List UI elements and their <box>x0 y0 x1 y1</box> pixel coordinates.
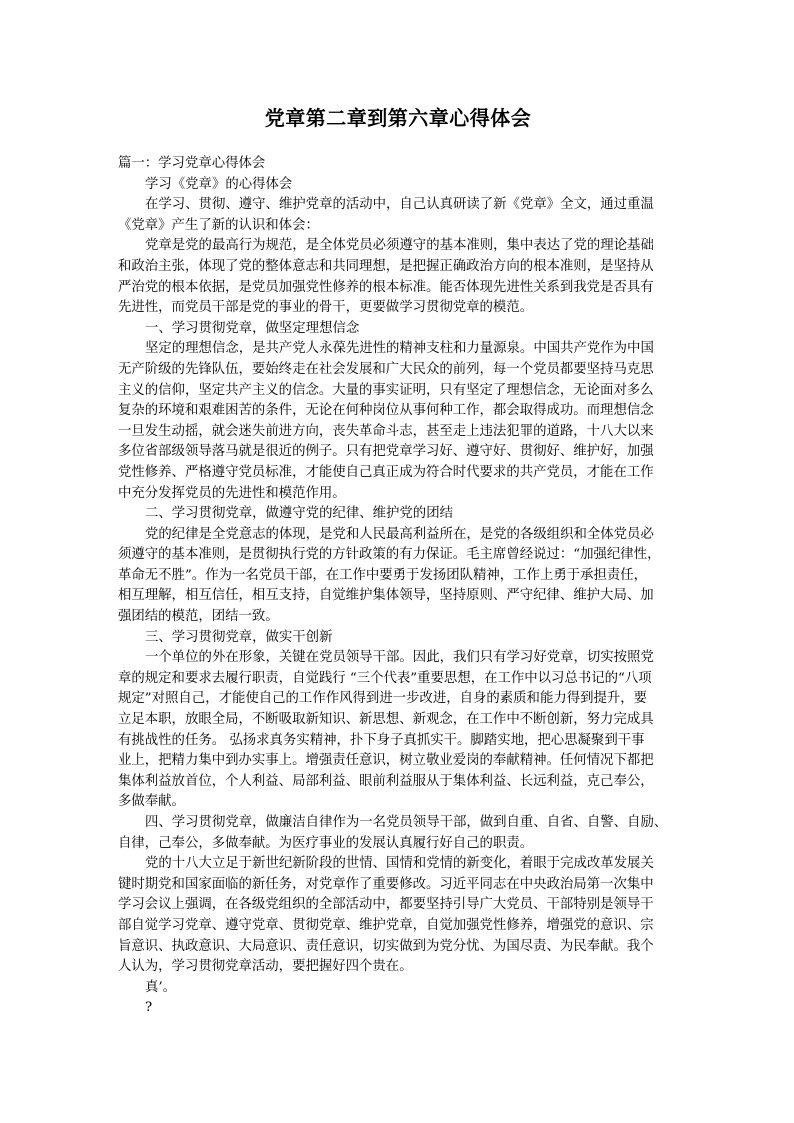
text-line: 中充分发挥党员的先进性和模范作用。 <box>118 485 346 501</box>
text-line: 真’。 <box>145 979 177 995</box>
text-line: 四、学习贯彻党章，做廉洁自律作为一名党员领导干部，做到自重、自省、自警、自励、 <box>145 815 668 830</box>
text-line: 一旦发生动摇，就会迷失前进方向，丧失革命斗志，甚至走上违法犯罪的道路，十八大以来 <box>118 423 654 439</box>
text-line: 业上，把精力集中到办实事上。增强责任意识，树立敬业爱岗的奉献精神。任何情况下都把 <box>118 753 654 769</box>
text-line: 坚定的理想信念，是共产党人永葆先进性的精神支柱和力量源泉。中国共产党作为中国 <box>145 341 654 357</box>
text-line: 章的规定和要求去履行职责，自觉践行 “三个代表”重要思想，在工作中以习总书记的“八项 <box>118 670 652 686</box>
text-line: 学习《党章》的心得体会 <box>145 176 293 192</box>
text-line: 先进性，而党员干部是党的事业的骨干，更要做学习贯彻党章的模范。 <box>118 300 534 316</box>
text-line: 须遵守的基本准则，是贯彻执行党的方针政策的有力保证。毛主席曾经说过：“加强纪律性， <box>118 547 661 563</box>
text-line: 规定”对照自己，才能使自己的工作作风得到进一步改进，自身的素质和能力得到提升，要 <box>118 691 648 707</box>
text-line: 二、学习贯彻党章，做遵守党的纪律、维护党的团结 <box>145 506 453 522</box>
text-line: 主义的信仰，坚定共产主义的信念。大量的事实证明，只有坚定了理想信念，无论面对多么 <box>118 382 654 398</box>
text-line: 有挑战性的任务。 弘扬求真务实精神，扑下身子真抓实干。脚踏实地，把心思凝聚到干事 <box>118 732 645 748</box>
document-title: 党章第二章到第六章心得体会 <box>264 106 532 130</box>
text-line: 在学习、贯彻、遵守、维护党章的活动中，自己认真研读了新《党章》全文，通过重温 <box>145 197 654 213</box>
text-line: 和政治主张，体现了党的整体意志和共同理想，是把握正确政治方向的根本准则，是坚持从 <box>118 258 654 274</box>
document-page <box>118 104 678 1019</box>
text-line: 相互理解，相互信任，相互支持，自觉维护集体领导，坚持原则、严守纪律、维护大局、加 <box>118 588 654 604</box>
text-line: 自律，己奉公，多做奉献。为医疗事业的发展认真履行好自己的职责。 <box>118 835 534 851</box>
text-line: 党章是党的最高行为规范，是全体党员必须遵守的基本准则，集中表达了党的理论基础 <box>145 238 654 254</box>
text-line: 一个单位的外在形象，关键在党员领导干部。因此，我们只有学习好党章，切实按照党 <box>145 650 654 666</box>
text-line: 多位省部级领导落马就是很近的例子。只有把党章学习好、遵守好、贯彻好、维护好，加强 <box>118 444 654 460</box>
text-line: 人认为，学习贯彻党章活动，要把握好四个贵在。 <box>118 959 413 975</box>
text-line: ? <box>145 1000 153 1016</box>
text-line: 部自觉学习党章、遵守党章、贯彻党章、维护党章，自觉加强党性修养，增强党的意识、宗 <box>118 917 654 933</box>
text-line: 集体利益放首位，个人利益、局部利益、眼前利益服从于集体利益、长远利益，克己奉公， <box>118 773 654 789</box>
text-line: 学习会议上强调，在各级党组织的全部活动中，都要坚持引导广大党员、干部特别是领导干 <box>118 897 654 913</box>
text-line: 强团结的模范，团结一致。 <box>118 609 279 625</box>
text-line: 复杂的环境和艰难困苦的条件，无论在何种岗位从事何种工作，都会取得成功。而理想信念 <box>118 403 654 419</box>
text-line: 立足本职，放眼全局，不断吸取新知识、新思想、新观念，在工作中不断创新，努力完成具 <box>118 712 654 728</box>
text-line: 党的纪律是全党意志的体现，是党和人民最高利益所在，是党的各级组织和全体党员必 <box>145 526 654 542</box>
text-line: 无产阶级的先锋队伍，要始终走在社会发展和广大民众的前列，每一个党员都要坚持马克思 <box>118 361 654 377</box>
text-line: 党的十八大立足于新世纪新阶段的世情、国情和党情的新变化，着眼于完成改革发展关 <box>145 856 654 872</box>
text-line: 革命无不胜”。作为一名党员干部，在工作中要勇于发扬团队精神，工作上勇于承担责任， <box>118 567 648 583</box>
text-line: 三、学习贯彻党章，做实干创新 <box>145 629 333 645</box>
text-line: 旨意识、执政意识、大局意识、责任意识，切实做到为党分忧、为国尽责、为民奉献。我个 <box>118 938 654 954</box>
document-body <box>118 154 678 1019</box>
text-line: 严治党的根本依据，是党员加强党性修养的根本标准。能否体现先进性关系到我党是否具有 <box>118 279 654 295</box>
text-line: 党性修养、严格遵守党员标准，才能使自己真正成为符合时代要求的共产党员，才能在工作 <box>118 464 654 480</box>
text-line: 多做奉献。 <box>118 794 185 810</box>
text-line: 键时期党和国家面临的新任务，对党章作了重要修改。习近平同志在中央政治局第一次集中 <box>118 876 654 892</box>
text-line: 篇一：学习党章心得体会 <box>118 156 266 171</box>
text-line: 《党章》产生了新的认识和体会： <box>118 217 319 233</box>
text-line: 一、学习贯彻党章，做坚定理想信念 <box>145 320 360 336</box>
